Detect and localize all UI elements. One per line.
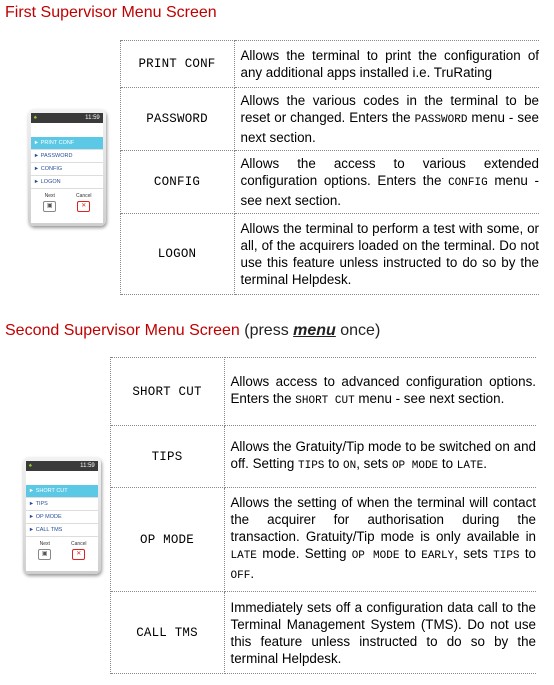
description-text: Allows the terminal to perform a test with some, or all, of the acquirers loaded on the terminal. Do not use this feature unless instructed to do so by the terminal Helpdesk. <box>240 221 539 287</box>
heading-end-text: once) <box>335 322 381 339</box>
device-menu-item: ► PRINT CONF <box>31 137 103 150</box>
option-keyword: OFF <box>230 570 251 582</box>
menu-option-description <box>234 214 539 295</box>
description-text: Allows the setting of when the terminal will contact the acquirer for authorisation during the transaction. Gratuity/Tip mode is only available in <box>230 495 536 544</box>
description-text: menu - see next section. <box>240 110 539 145</box>
description-text: to <box>438 456 457 471</box>
device-cancel-key <box>69 193 99 212</box>
device-clock: 11:59 <box>85 115 100 121</box>
cancel-x-icon: ✕ <box>72 549 85 560</box>
terminal-device-image <box>23 457 101 574</box>
device-screen <box>31 123 103 223</box>
terminal-logo-icon: ♠ <box>33 115 37 121</box>
description-text: . <box>483 456 487 471</box>
option-keyword: OP MODE <box>351 550 400 562</box>
next-arrow-icon: ▣ <box>38 549 51 560</box>
description-text: mode. Setting <box>256 546 352 561</box>
device-menu-item-label: PRINT CONF <box>40 140 75 146</box>
next-key-label: Next <box>44 193 55 199</box>
description-text: Allows the various codes in the terminal to be reset or changed. Enters the <box>240 93 539 125</box>
option-keyword: TIPS <box>493 550 520 562</box>
description-text: Allows the access to various extended configuration options. Enters the <box>240 156 539 188</box>
next-key-label: Next <box>39 541 50 547</box>
device-menu-item-label: CONFIG <box>40 166 63 172</box>
menu-option-description <box>234 88 539 151</box>
menu-option-name: CONFIG <box>120 151 234 214</box>
menu-option-name: PRINT CONF <box>120 41 234 88</box>
option-keyword: LATE <box>456 460 484 472</box>
menu-option-description <box>224 488 536 592</box>
device-menu-item-label: OP MODE <box>35 514 62 520</box>
device-menu-item-label: SHORT CUT <box>35 488 68 494</box>
table-row <box>14 358 536 426</box>
device-cancel-key <box>64 541 94 560</box>
cancel-x-icon: ✕ <box>77 201 90 212</box>
heading-text: First Supervisor Menu Screen <box>5 4 217 21</box>
menu-option-name: LOGON <box>120 214 234 295</box>
menu-option-name: OP MODE <box>110 488 224 592</box>
description-text: Allows the terminal to print the configuration of any additional apps installed i.e. TruRating <box>240 48 539 80</box>
heading-text: Second Supervisor Menu Screen <box>5 322 240 339</box>
description-text: , sets <box>454 546 494 561</box>
device-menu-item: ► LOGON <box>31 176 103 189</box>
device-next-key <box>35 193 65 212</box>
option-keyword: TIPS <box>298 460 325 472</box>
device-menu-item: ► TIPS <box>26 498 98 511</box>
device-cell <box>14 358 110 674</box>
description-text: , sets <box>356 456 392 471</box>
menu-option-name: PASSWORD <box>120 88 234 151</box>
description-text: to <box>399 546 422 561</box>
description-text: to <box>324 456 344 471</box>
description-text: to <box>519 546 536 561</box>
device-menu-item: ► CONFIG <box>31 163 103 176</box>
device-menu-item-label: CALL TMS <box>35 527 63 533</box>
description-text: . <box>250 566 255 581</box>
menu-option-description <box>224 426 536 488</box>
description-text: menu - see next section. <box>354 391 505 406</box>
terminal-logo-icon: ♠ <box>28 463 32 469</box>
device-menu-item-label: LOGON <box>40 179 61 185</box>
device-cell <box>14 41 120 295</box>
section-1-heading <box>5 4 217 22</box>
table-row <box>14 41 539 88</box>
option-keyword: PASSWORD <box>414 114 468 126</box>
description-text: Allows access to advanced configuration options. Enters the <box>230 374 536 406</box>
menu-option-name: TIPS <box>110 426 224 488</box>
menu-option-description <box>224 358 536 426</box>
description-text: Immediately sets off a configuration data call to the Terminal Management System (TMS). Do not use this feature unless instructed to do so by the terminal Helpdesk. <box>230 599 536 666</box>
supervisor-menu-table-1 <box>14 40 539 295</box>
option-keyword: EARLY <box>421 550 455 562</box>
section-2-heading <box>5 322 380 340</box>
device-menu-item-label: TIPS <box>35 501 48 507</box>
option-keyword: OP MODE <box>391 460 439 472</box>
supervisor-menu-table-2 <box>14 357 536 674</box>
device-menu-item: ► CALL TMS <box>26 524 98 537</box>
menu-option-name: SHORT CUT <box>110 358 224 426</box>
description-text: menu - see next section. <box>240 173 539 208</box>
next-arrow-icon: ▣ <box>43 201 56 212</box>
heading-menu-key: menu <box>293 322 336 339</box>
cancel-key-label: Cancel <box>70 541 87 547</box>
device-menu-item: ► SHORT CUT <box>26 485 98 498</box>
option-keyword: SHORT CUT <box>295 395 355 407</box>
device-menu-item: ► PASSWORD <box>31 150 103 163</box>
device-screen <box>26 471 98 571</box>
menu-option-description <box>234 151 539 214</box>
menu-option-name: CALL TMS <box>110 592 224 674</box>
option-keyword: CONFIG <box>448 177 488 189</box>
cancel-key-label: Cancel <box>75 193 92 199</box>
heading-extra-text: (press <box>239 322 294 339</box>
option-keyword: ON <box>343 460 357 472</box>
device-next-key <box>30 541 60 560</box>
terminal-device-image <box>28 109 106 226</box>
menu-option-description <box>234 41 539 88</box>
device-status-bar <box>31 113 103 123</box>
device-menu-item: ► OP MODE <box>26 511 98 524</box>
device-clock: 11:59 <box>80 463 95 469</box>
description-text: Allows the Gratuity/Tip mode to be switched on and off. Setting <box>230 439 536 471</box>
device-status-bar <box>26 461 98 471</box>
menu-option-description <box>224 592 536 674</box>
device-menu-item-label: PASSWORD <box>40 153 73 159</box>
option-keyword: LATE <box>230 550 257 562</box>
